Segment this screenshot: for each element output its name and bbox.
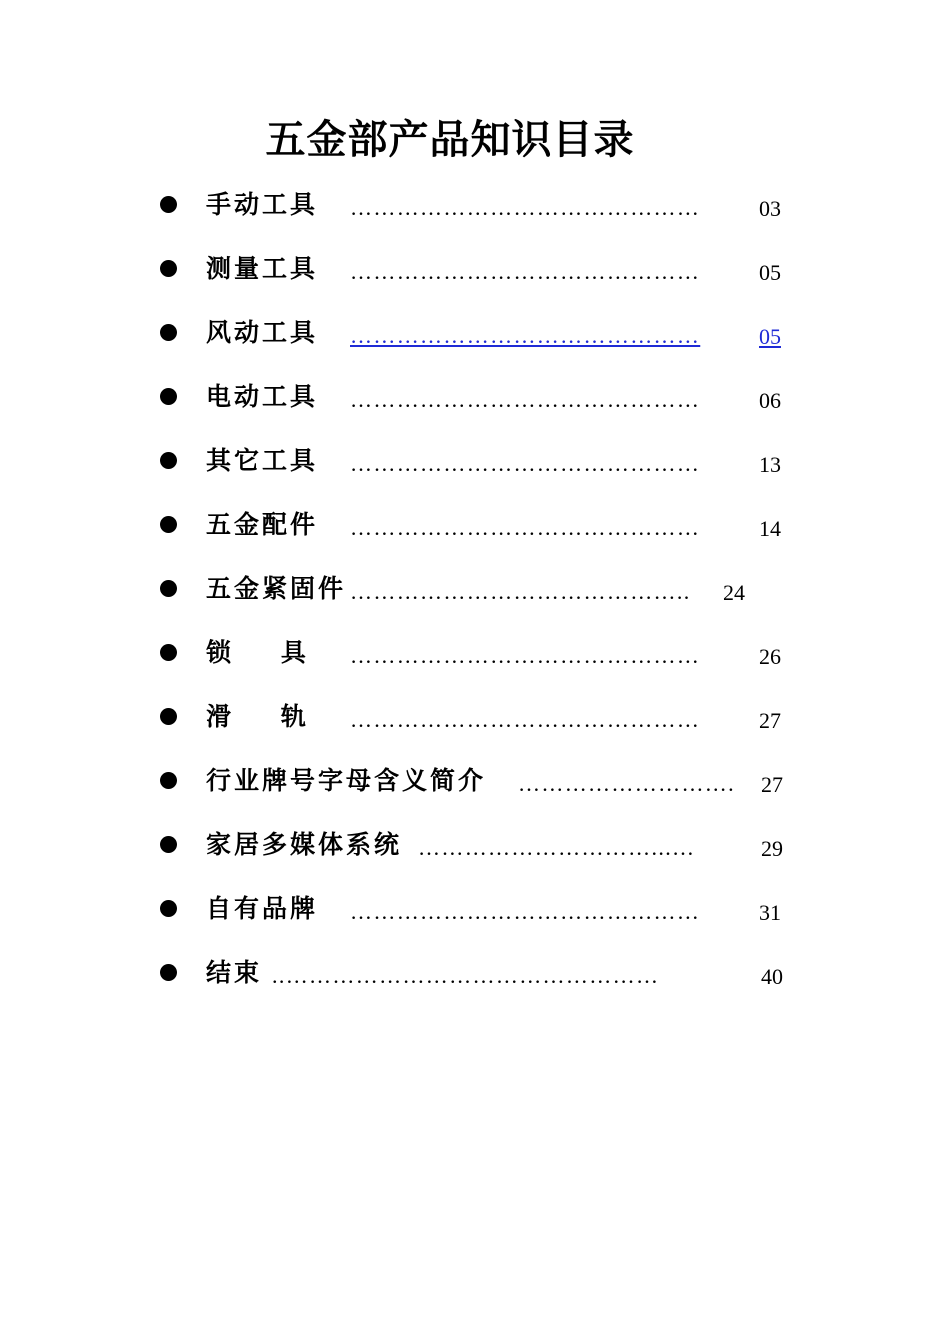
toc-entry-label: 家居多媒体系统 <box>206 830 403 859</box>
bullet-icon <box>160 260 177 277</box>
toc-dot-leader: ……………………………………… <box>350 451 701 476</box>
bullet-icon <box>160 644 177 661</box>
toc-dot-leader: ……………………………………… <box>350 195 701 220</box>
bullet-icon <box>160 836 177 853</box>
toc-dot-leader-link[interactable]: ……………………………………… <box>350 323 701 348</box>
toc-entry-label: 结束 <box>206 958 263 987</box>
toc-entry-home-multimedia[interactable] <box>0 828 950 868</box>
toc-page-number: 29 <box>761 836 783 861</box>
toc-page-number: 14 <box>759 516 781 541</box>
toc-entry-slide-rails[interactable] <box>0 700 950 740</box>
toc-entry-end[interactable] <box>0 956 950 996</box>
toc-page-number-link[interactable]: 05 <box>759 324 781 349</box>
bullet-icon <box>160 900 177 917</box>
bullet-icon <box>160 452 177 469</box>
toc-dot-leader: ……………………………………… <box>350 707 701 732</box>
toc-dot-leader: ..………………………………………… <box>272 963 660 988</box>
toc-entry-hardware-fittings[interactable] <box>0 508 950 548</box>
bullet-icon <box>160 772 177 789</box>
toc-page-number: 26 <box>759 644 781 669</box>
toc-page-number: 24 <box>723 580 745 605</box>
toc-entry-fasteners[interactable] <box>0 572 950 612</box>
toc-entry-label: 锁 具 <box>206 638 309 667</box>
toc-page-number: 31 <box>759 900 781 925</box>
bullet-icon <box>160 388 177 405</box>
toc-entry-own-brands[interactable] <box>0 892 950 932</box>
toc-entry-other-tools[interactable] <box>0 444 950 484</box>
toc-entry-locks[interactable] <box>0 636 950 676</box>
toc-dot-leader: …………………………………….. <box>350 579 691 604</box>
bullet-icon <box>160 516 177 533</box>
toc-dot-leader: ……………………………………… <box>350 259 701 284</box>
toc-dot-leader: ………………………. <box>518 771 735 796</box>
bullet-icon <box>160 964 177 981</box>
bullet-icon <box>160 580 177 597</box>
toc-entry-pneumatic-tools[interactable] <box>0 316 950 356</box>
toc-page-number: 40 <box>761 964 783 989</box>
page-title: 五金部产品知识目录 <box>265 117 635 163</box>
toc-entry-label: 五金配件 <box>206 510 319 539</box>
toc-dot-leader: ……………………………………… <box>350 387 701 412</box>
toc-page-number: 03 <box>759 196 781 221</box>
toc-entry-hand-tools[interactable] <box>0 188 950 228</box>
toc-entry-label: 风动工具 <box>206 318 319 347</box>
toc-entry-measuring-tools[interactable] <box>0 252 950 292</box>
toc-entry-label: 自有品牌 <box>206 894 319 923</box>
toc-page-number: 05 <box>759 260 781 285</box>
toc-dot-leader: ……………………………………… <box>350 515 701 540</box>
toc-entry-label: 其它工具 <box>206 446 319 475</box>
toc-entry-label: 五金紧固件 <box>206 574 347 603</box>
toc-entry-power-tools[interactable] <box>0 380 950 420</box>
bullet-icon <box>160 708 177 725</box>
toc-page-number: 27 <box>761 772 783 797</box>
toc-entry-label: 滑 轨 <box>206 702 309 731</box>
toc-entry-label: 测量工具 <box>206 254 319 283</box>
toc-dot-leader: ……………………………………… <box>350 643 701 668</box>
bullet-icon <box>160 324 177 341</box>
toc-dot-leader: …………………………...… <box>418 835 696 860</box>
toc-dot-leader: ……………………………………… <box>350 899 701 924</box>
toc-page-number: 27 <box>759 708 781 733</box>
toc-page-number: 06 <box>759 388 781 413</box>
toc-entry-label: 行业牌号字母含义简介 <box>206 766 487 795</box>
bullet-icon <box>160 196 177 213</box>
toc-entry-grade-letter-meanings[interactable] <box>0 764 950 804</box>
toc-entry-label: 手动工具 <box>206 190 319 219</box>
toc-entry-label: 电动工具 <box>206 382 319 411</box>
toc-page-number: 13 <box>759 452 781 477</box>
